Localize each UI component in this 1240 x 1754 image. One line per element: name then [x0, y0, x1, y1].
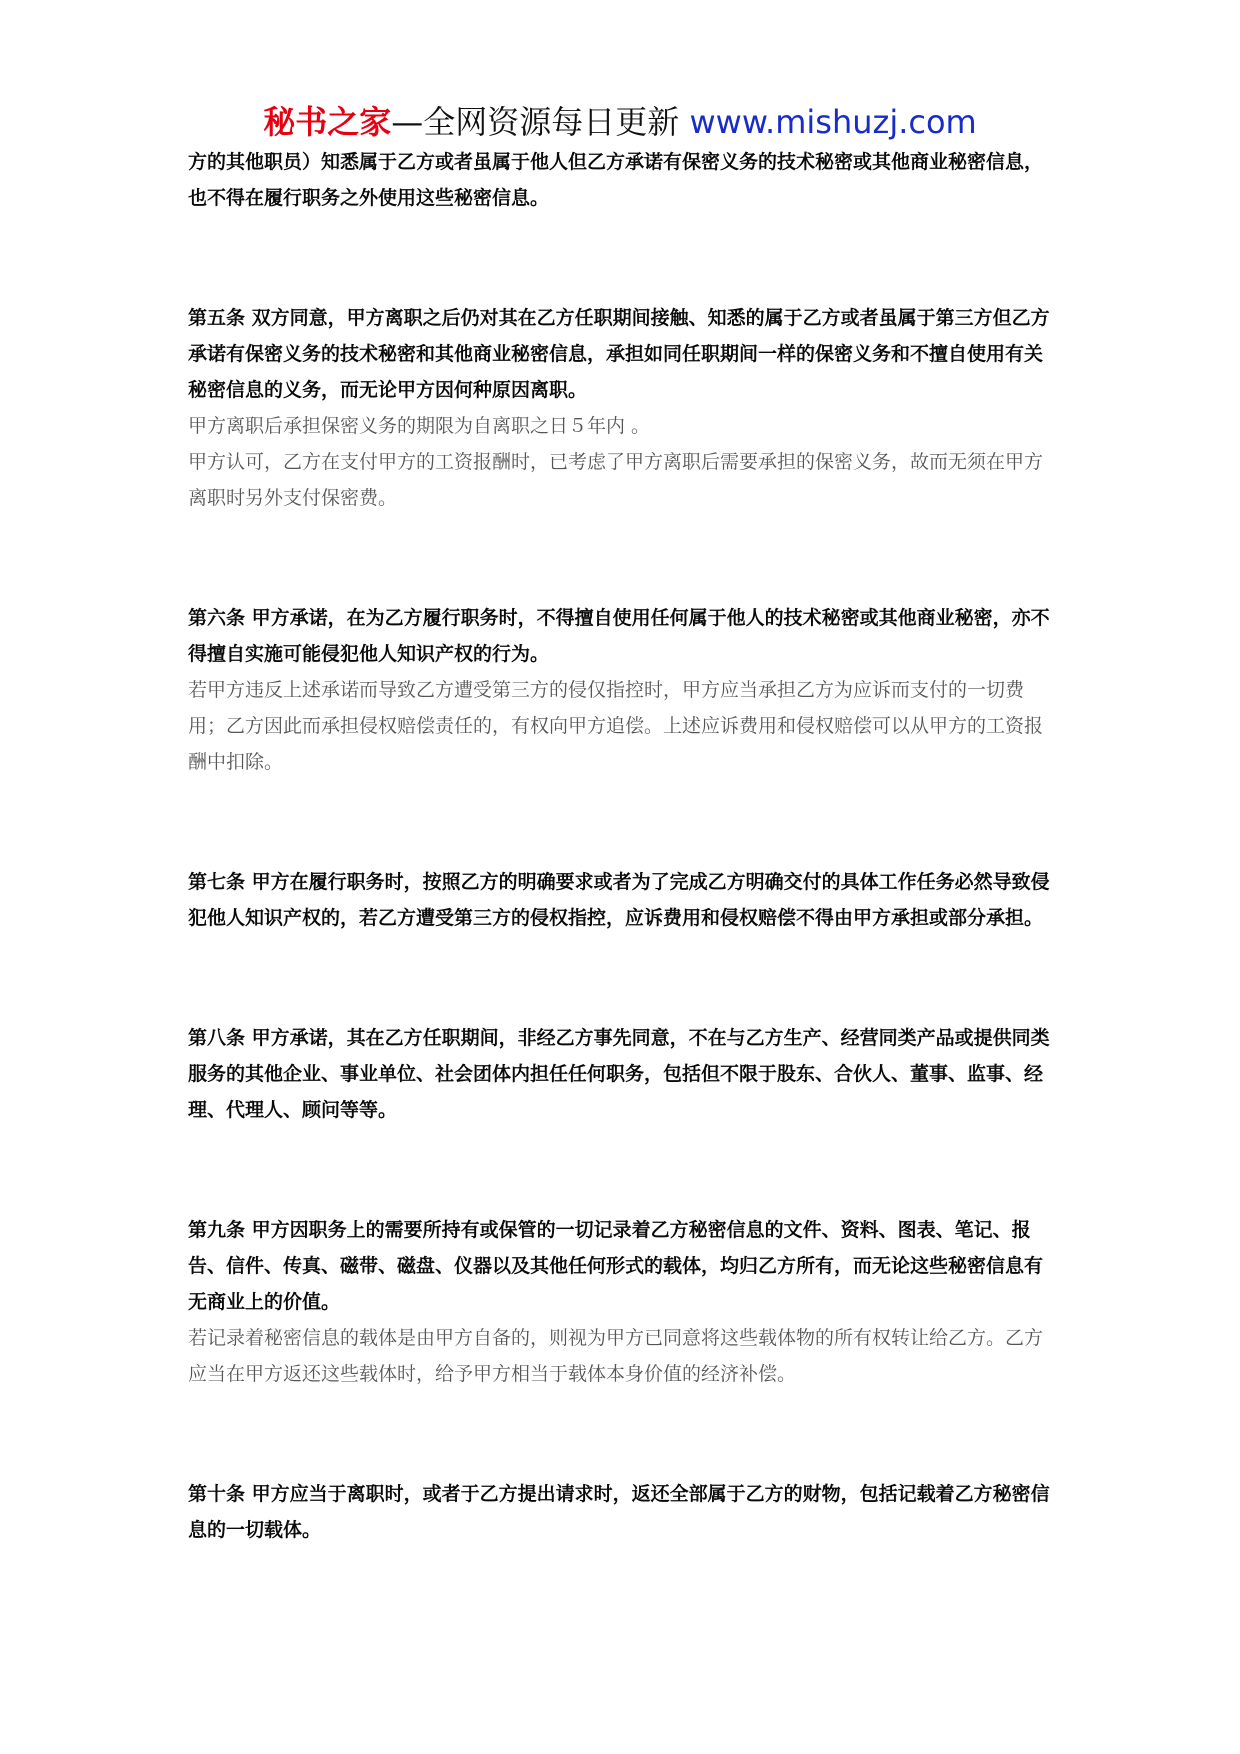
clause-note: 若甲方违反上述承诺而导致乙方遭受第三方的侵仅指控时，甲方应当承担乙方为应诉而支付的一切费用；乙方因此而承担侵权赔偿责任的，有权向甲方追偿。上述应诉费用和侵权赔偿可以从甲方的工资报酬中扣除。 [188, 679, 1044, 773]
clause-text: 方的其他职员）知悉属于乙方或者虽属于他人但乙方承诺有保密义务的技术秘密或其他商业秘密信息，也不得在履行职务之外使用这些秘密信息。 [188, 151, 1044, 209]
clause-7 [188, 864, 1060, 936]
clause-text: 第九条 甲方因职务上的需要所持有或保管的一切记录着乙方秘密信息的文件、资料、图表、笔记、报告、信件、传真、磁带、磁盘、仪器以及其他任何形式的载体，均归乙方所有，而无论这些秘密信息有无商业上的价值。 [188, 1219, 1044, 1313]
brand-name: 秘书之家 [263, 103, 392, 141]
clause-text: 第五条 双方同意，甲方离职之后仍对其在乙方任职期间接触、知悉的属于乙方或者虽属于第三方但乙方承诺有保密义务的技术秘密和其他商业秘密信息，承担如同任职期间一样的保密义务和不擅自使用有关秘密信息的义务，而无论甲方因何种原因离职。 [188, 307, 1050, 401]
clause-note: 甲方离职后承担保密义务的期限为自离职之日５年内 。 [188, 415, 651, 437]
clause-10 [188, 1476, 1060, 1548]
clause-text: 第十条 甲方应当于离职时，或者于乙方提出请求时，返还全部属于乙方的财物，包括记载着乙方秘密信息的一切载体。 [188, 1483, 1050, 1541]
clause-text: 第七条 甲方在履行职务时，按照乙方的明确要求或者为了完成乙方明确交付的具体工作任务必然导致侵犯他人知识产权的，若乙方遭受第三方的侵权指控，应诉费用和侵权赔偿不得由甲方承担或部分承担。 [188, 871, 1050, 929]
banner-tagline: —全网资源每日更新 [391, 103, 690, 141]
site-url-link[interactable]: www.mishuzj.com [689, 103, 977, 141]
clause-6 [188, 600, 1060, 780]
clause-9 [188, 1212, 1060, 1392]
clause-text: 第八条 甲方承诺，其在乙方任职期间，非经乙方事先同意，不在与乙方生产、经营同类产品或提供同类服务的其他企业、事业单位、社会团体内担任任何职务，包括但不限于股东、合伙人、董事、监事、经理、代理人、顾问等等。 [188, 1027, 1050, 1121]
clause-8 [188, 1020, 1060, 1128]
clause-note: 甲方认可，乙方在支付甲方的工资报酬时，已考虑了甲方离职后需要承担的保密义务，故而无须在甲方离职时另外支付保密费。 [188, 451, 1044, 509]
clause-5 [188, 300, 1060, 516]
site-banner [0, 102, 1240, 142]
document-body [188, 144, 1060, 1548]
clause-continuation [188, 144, 1060, 216]
clause-text: 第六条 甲方承诺，在为乙方履行职务时，不得擅自使用任何属于他人的技术秘密或其他商业秘密，亦不得擅自实施可能侵犯他人知识产权的行为。 [188, 607, 1050, 665]
clause-note: 若记录着秘密信息的载体是由甲方自备的，则视为甲方已同意将这些载体物的所有权转让给乙方。乙方应当在甲方返还这些载体时，给予甲方相当于载体本身价值的经济补偿。 [188, 1327, 1044, 1385]
